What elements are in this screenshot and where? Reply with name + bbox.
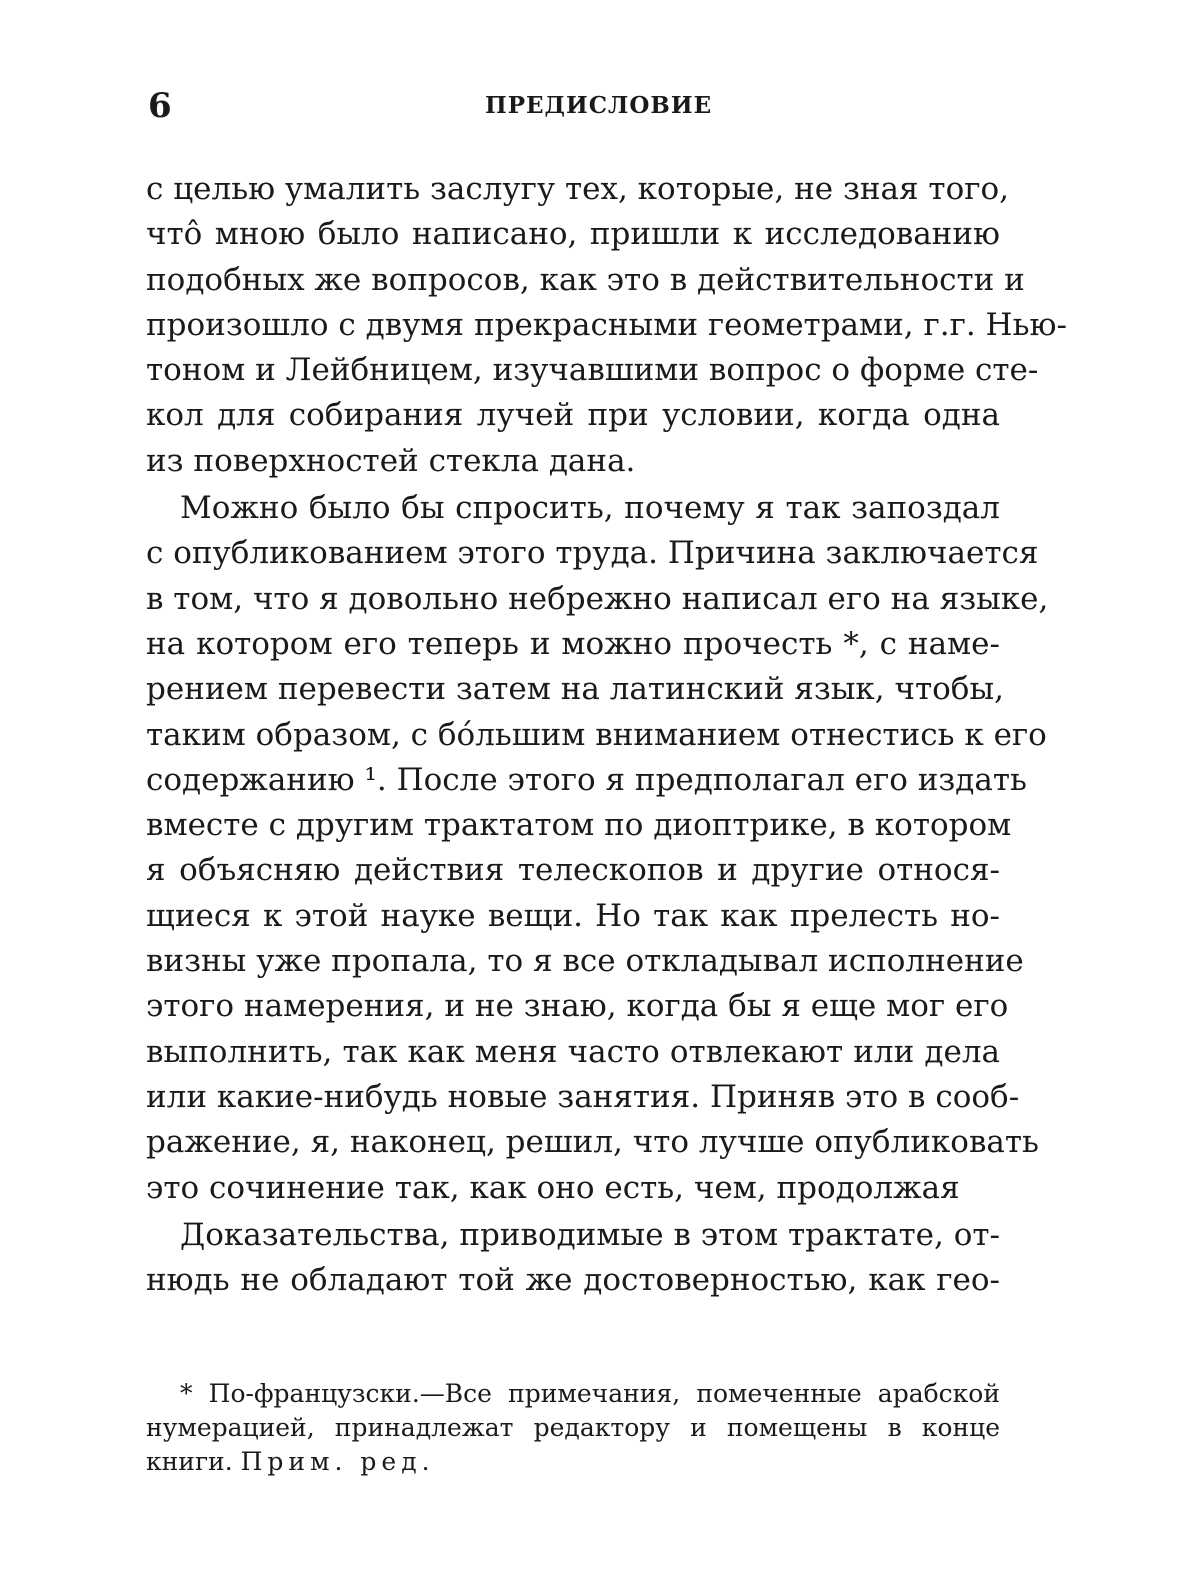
text-line: щиеся к этой науке вещи. Но так как прелесть но-: [146, 897, 1000, 934]
footnote-line: нумерацией, принадлежат редактору и помещены в конце: [146, 1413, 1000, 1442]
text-line: ражение, я, наконец, решил, что лучше опубликовать: [146, 1124, 1039, 1161]
footnote-text: книги.: [146, 1447, 241, 1476]
text-line: рением перевести затем на латинский язык, чтобы,: [146, 671, 1004, 708]
text-line: этого намерения, и не знаю, когда бы я еще мог его: [146, 988, 1009, 1025]
page-number: 6: [148, 86, 172, 126]
text-line: вместе с другим трактатом по диоптрике, в котором: [146, 807, 1012, 844]
text-line: я объясняю действия телескопов и другие относя-: [146, 852, 1000, 889]
running-title: ПРЕДИСЛОВИЕ: [485, 92, 713, 119]
text-line: выполнить, так как меня часто отвлекают или дела: [146, 1033, 1000, 1070]
text-line: содержанию ¹. После этого я предполагал его издать: [146, 761, 1027, 798]
text-line: таким образом, с бо́льшим вниманием отнестись к его: [146, 716, 1047, 753]
footnote: [146, 1377, 1000, 1479]
text-line: из поверхностей стекла дана.: [146, 442, 636, 479]
text-line: на котором его теперь и можно прочесть *, с наме-: [146, 625, 1000, 662]
text-line: кол для собирания лучей при условии, когда одна: [146, 397, 1000, 434]
text-line: визны уже пропала, то я все откладывал исполнение: [146, 943, 1024, 980]
text-line: в том, что я довольно небрежно написал его на языке,: [146, 580, 1049, 617]
footnote-line: * По-французски.—Все примечания, помеченные арабской: [180, 1379, 1000, 1408]
text-line: нюдь не обладают той же достоверностью, как гео-: [146, 1262, 1000, 1299]
text-line: это сочинение так, как оно есть, чем, продолжая: [146, 1169, 960, 1206]
text-line: тоном и Лейбницем, изучавшими вопрос о форме сте-: [146, 352, 1039, 389]
editor-note-mark: Прим. ред.: [240, 1447, 435, 1476]
footnote-line: [146, 1445, 1000, 1479]
text-line: Можно было бы спросить, почему я так запоздал: [180, 490, 1000, 527]
text-line: Доказательства, приводимые в этом трактате, от-: [180, 1216, 1000, 1253]
page-header: [148, 82, 1000, 130]
body-text: [146, 167, 1067, 1303]
text-line: подобных же вопросов, как это в действительности и: [146, 261, 1025, 298]
text-line: или какие-нибудь новые занятия. Приняв это в сооб-: [146, 1078, 1020, 1115]
text-line: произошло с двумя прекрасными геометрами, г.г. Нью-: [146, 306, 1067, 343]
text-line: с целью умалить заслугу тех, которые, не зная того,: [146, 171, 1010, 207]
text-line: с опубликованием этого труда. Причина заключается: [146, 535, 1039, 572]
text-line: что̂ мною было написано, пришли к исследованию: [146, 216, 1000, 253]
